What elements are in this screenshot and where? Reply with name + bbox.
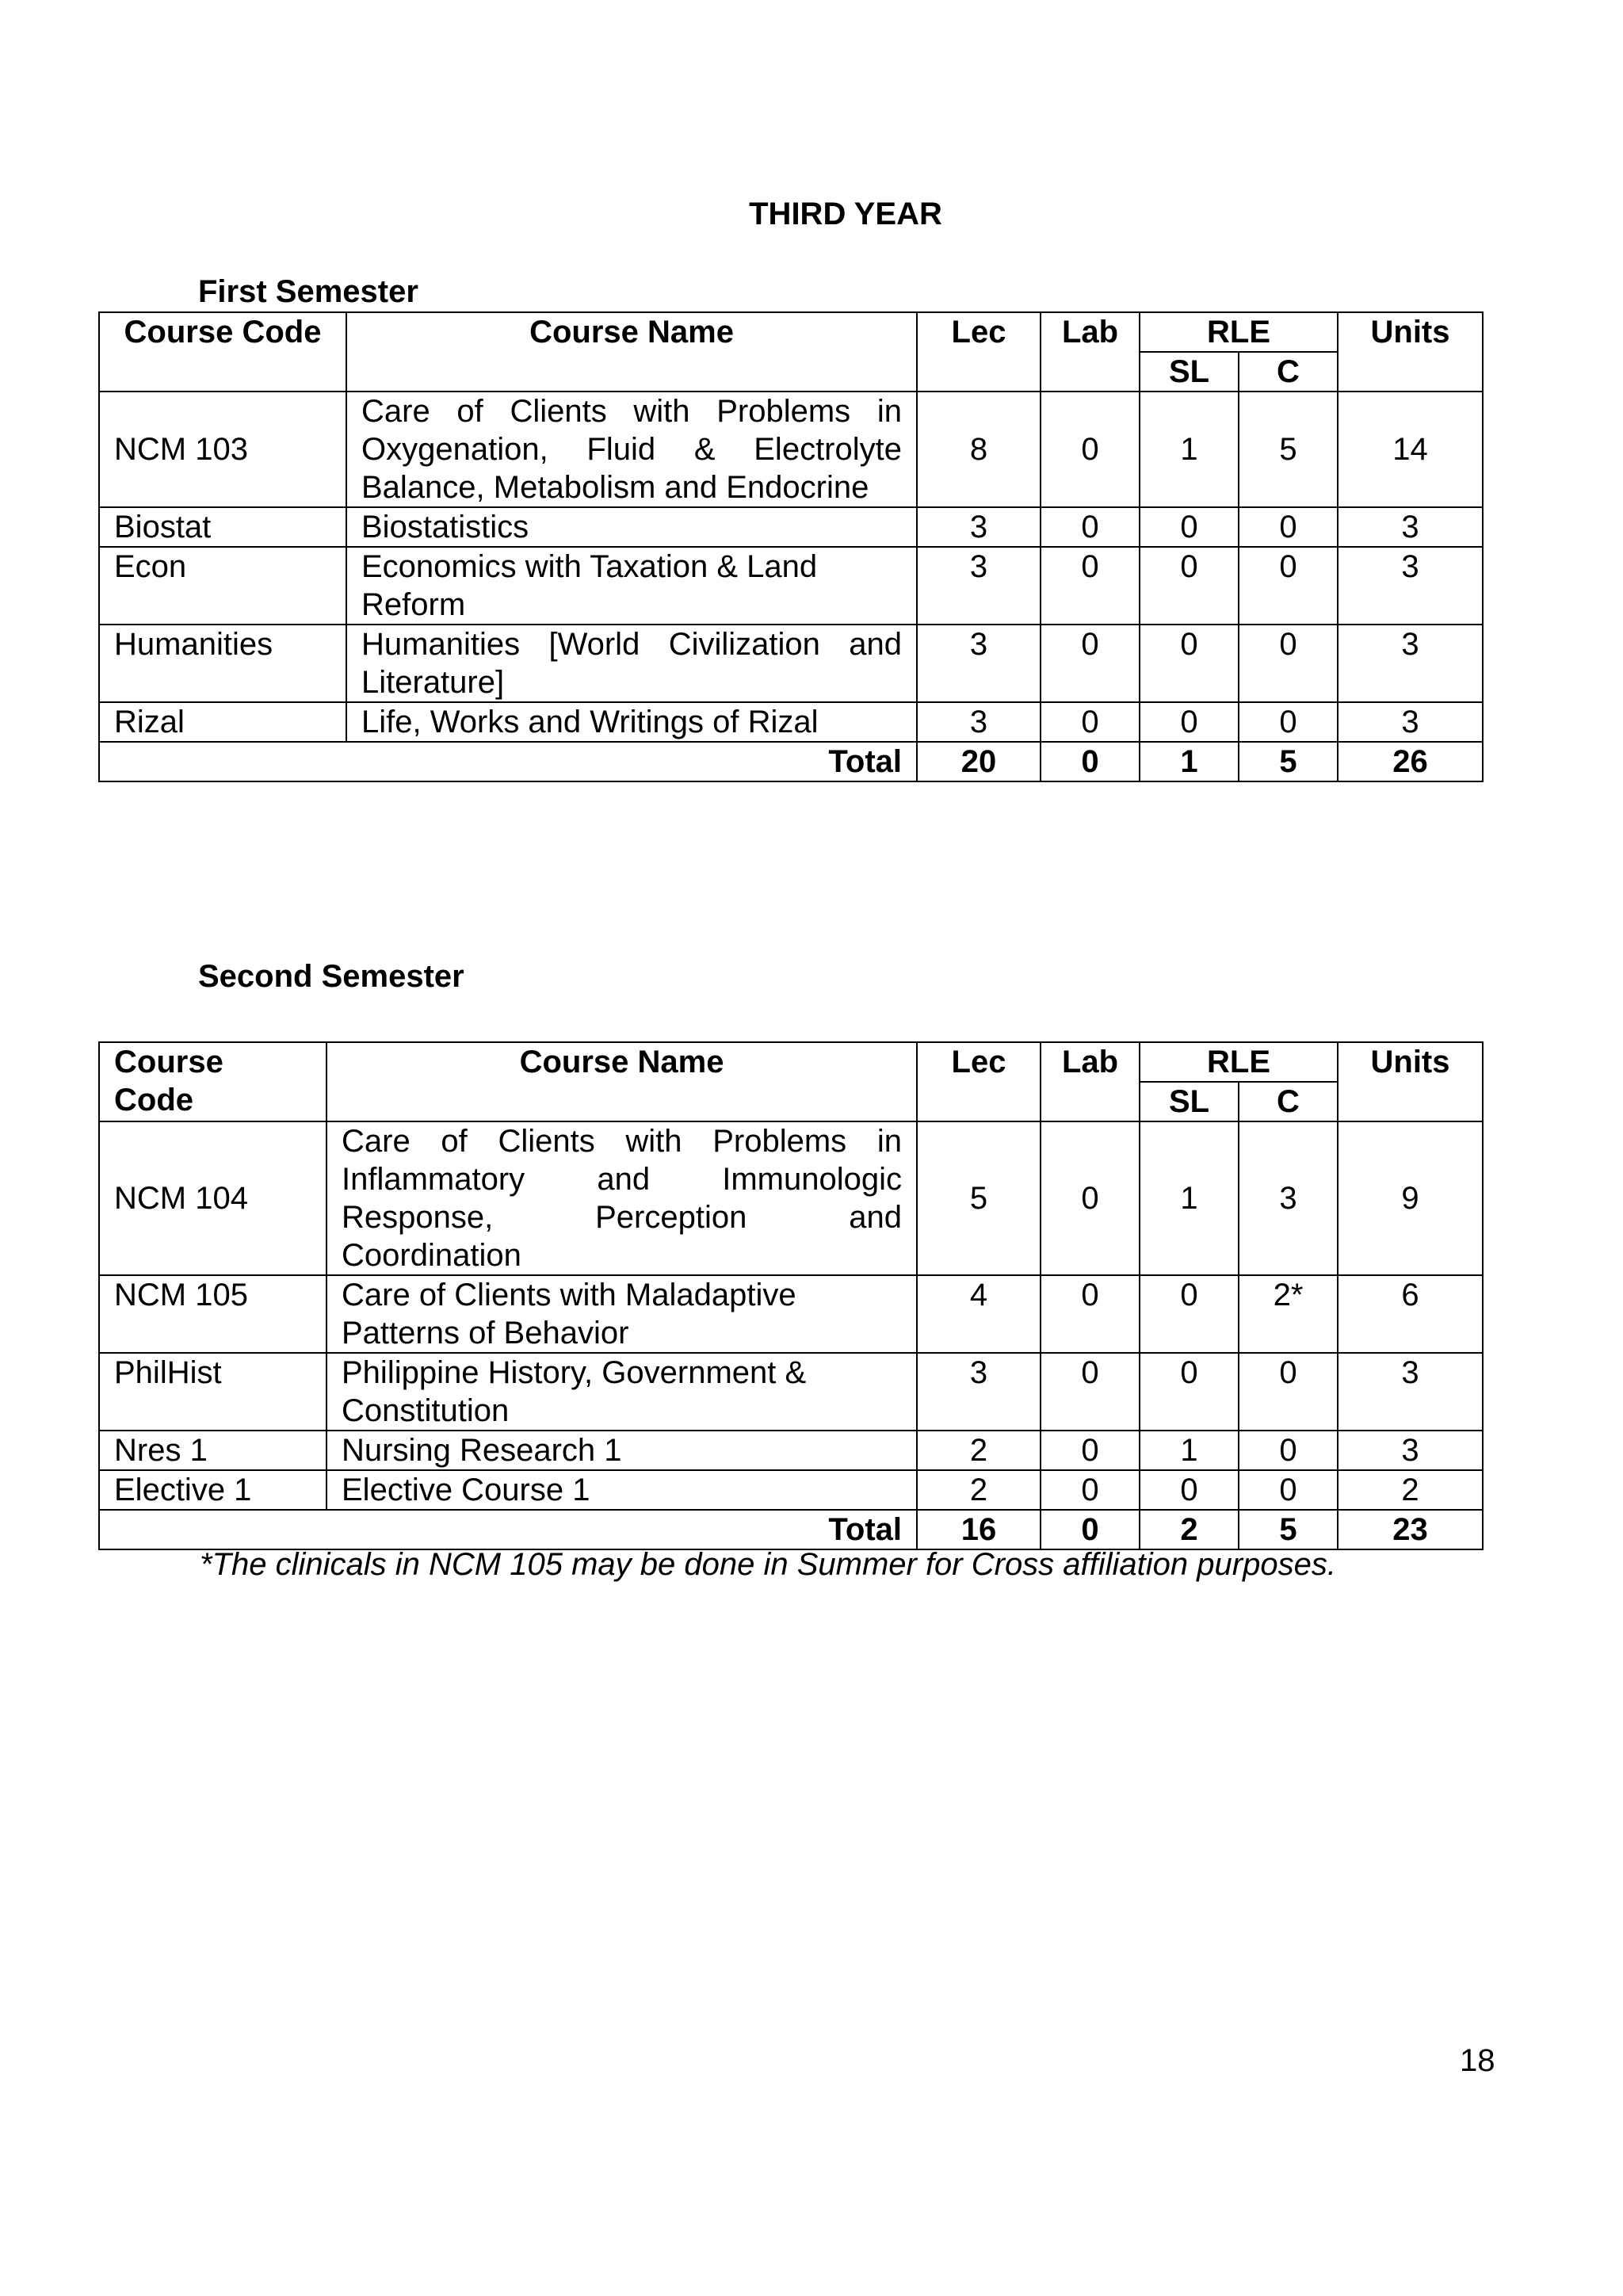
lab-cell: 0	[1041, 625, 1140, 702]
sl-cell: 0	[1140, 1353, 1239, 1431]
header-lab: Lab	[1041, 312, 1140, 392]
total-lab: 0	[1041, 742, 1140, 781]
table-row	[99, 1431, 1483, 1470]
course-name-cell: Life, Works and Writings of Rizal	[346, 702, 917, 742]
c-cell: 0	[1239, 507, 1338, 547]
sl-cell: 0	[1140, 1470, 1239, 1510]
c-cell: 0	[1239, 1470, 1338, 1510]
header-course-name: Course Name	[327, 1042, 917, 1121]
units-cell: 2	[1338, 1470, 1483, 1510]
header-lec: Lec	[917, 1042, 1041, 1121]
total-units: 26	[1338, 742, 1483, 781]
course-code-cell: NCM 104	[99, 1121, 327, 1275]
c-cell: 0	[1239, 1431, 1338, 1470]
table-row	[99, 1470, 1483, 1510]
course-name-cell: Economics with Taxation & Land Reform	[346, 547, 917, 625]
course-code-cell: Biostat	[99, 507, 346, 547]
page-title: THIRD YEAR	[749, 197, 942, 231]
lab-cell: 0	[1041, 1470, 1140, 1510]
sl-cell: 0	[1140, 625, 1239, 702]
lab-cell: 0	[1041, 1275, 1140, 1353]
header-sl: SL	[1140, 352, 1239, 392]
header-rle: RLE	[1140, 1042, 1338, 1082]
lec-cell: 3	[917, 1353, 1041, 1431]
lec-cell: 2	[917, 1431, 1041, 1470]
header-course-code: Course Code	[99, 312, 346, 392]
lec-cell: 3	[917, 507, 1041, 547]
total-row	[99, 1510, 1483, 1549]
table-row	[99, 547, 1483, 625]
course-code-cell: Nres 1	[99, 1431, 327, 1470]
table-row	[99, 507, 1483, 547]
table-row	[99, 702, 1483, 742]
lec-cell: 8	[917, 392, 1041, 507]
total-label: Total	[99, 1510, 917, 1549]
course-name-cell: Nursing Research 1	[327, 1431, 917, 1470]
header-lab: Lab	[1041, 1042, 1140, 1121]
lab-cell: 0	[1041, 1121, 1140, 1275]
second-semester-table	[98, 1041, 1484, 1550]
units-cell: 6	[1338, 1275, 1483, 1353]
sl-cell: 1	[1140, 1431, 1239, 1470]
lec-cell: 4	[917, 1275, 1041, 1353]
lec-cell: 3	[917, 547, 1041, 625]
sl-cell: 0	[1140, 702, 1239, 742]
course-name-cell: Biostatistics	[346, 507, 917, 547]
header-c: C	[1239, 352, 1338, 392]
total-label: Total	[99, 742, 917, 781]
header-lec: Lec	[917, 312, 1041, 392]
c-cell: 0	[1239, 702, 1338, 742]
total-c: 5	[1239, 742, 1338, 781]
header-units: Units	[1338, 1042, 1483, 1121]
units-cell: 3	[1338, 625, 1483, 702]
course-code-cell: Humanities	[99, 625, 346, 702]
second-semester-title: Second Semester	[198, 959, 464, 994]
c-cell: 5	[1239, 392, 1338, 507]
lab-cell: 0	[1041, 507, 1140, 547]
units-cell: 3	[1338, 1353, 1483, 1431]
units-cell: 3	[1338, 547, 1483, 625]
c-cell: 0	[1239, 547, 1338, 625]
sl-cell: 0	[1140, 507, 1239, 547]
course-code-cell: Rizal	[99, 702, 346, 742]
total-lec: 16	[917, 1510, 1041, 1549]
c-cell: 2*	[1239, 1275, 1338, 1353]
units-cell: 3	[1338, 1431, 1483, 1470]
lec-cell: 3	[917, 625, 1041, 702]
course-code-cell: Econ	[99, 547, 346, 625]
lab-cell: 0	[1041, 1353, 1140, 1431]
course-name-cell: Humanities [World Civilization and Literature]	[346, 625, 917, 702]
header-course-code: Course Code	[99, 1042, 327, 1121]
units-cell: 3	[1338, 507, 1483, 547]
total-lec: 20	[917, 742, 1041, 781]
course-code-cell: NCM 103	[99, 392, 346, 507]
footnote: *The clinicals in NCM 105 may be done in Summer for Cross affiliation purposes.	[200, 1547, 1336, 1582]
sl-cell: 0	[1140, 547, 1239, 625]
units-cell: 14	[1338, 392, 1483, 507]
sl-cell: 1	[1140, 1121, 1239, 1275]
page-number: 18	[1460, 2043, 1495, 2078]
lab-cell: 0	[1041, 702, 1140, 742]
c-cell: 3	[1239, 1121, 1338, 1275]
total-row	[99, 742, 1483, 781]
header-sl: SL	[1140, 1082, 1239, 1121]
lec-cell: 5	[917, 1121, 1041, 1275]
course-name-cell: Care of Clients with Maladaptive Patterns of Behavior	[327, 1275, 917, 1353]
c-cell: 0	[1239, 1353, 1338, 1431]
table-row	[99, 1121, 1483, 1275]
course-name-cell: Elective Course 1	[327, 1470, 917, 1510]
sl-cell: 0	[1140, 1275, 1239, 1353]
c-cell: 0	[1239, 625, 1338, 702]
total-units: 23	[1338, 1510, 1483, 1549]
total-sl: 1	[1140, 742, 1239, 781]
header-rle: RLE	[1140, 312, 1338, 352]
total-sl: 2	[1140, 1510, 1239, 1549]
course-code-cell: Elective 1	[99, 1470, 327, 1510]
total-c: 5	[1239, 1510, 1338, 1549]
units-cell: 3	[1338, 702, 1483, 742]
first-semester-title: First Semester	[198, 274, 418, 309]
course-name-cell: Philippine History, Government & Constitution	[327, 1353, 917, 1431]
first-semester-table	[98, 311, 1484, 782]
table-row	[99, 1353, 1483, 1431]
total-lab: 0	[1041, 1510, 1140, 1549]
course-name-cell: Care of Clients with Problems in Inflammatory and Immunologic Response, Perception and Coordination	[327, 1121, 917, 1275]
lab-cell: 0	[1041, 392, 1140, 507]
table-row	[99, 625, 1483, 702]
lab-cell: 0	[1041, 1431, 1140, 1470]
lec-cell: 3	[917, 702, 1041, 742]
table-row	[99, 1275, 1483, 1353]
sl-cell: 1	[1140, 392, 1239, 507]
course-code-cell: PhilHist	[99, 1353, 327, 1431]
table-row	[99, 392, 1483, 507]
course-code-cell: NCM 105	[99, 1275, 327, 1353]
units-cell: 9	[1338, 1121, 1483, 1275]
lab-cell: 0	[1041, 547, 1140, 625]
header-units: Units	[1338, 312, 1483, 392]
header-c: C	[1239, 1082, 1338, 1121]
course-name-cell: Care of Clients with Problems in Oxygenation, Fluid & Electrolyte Balance, Metabolism and Endocrine	[346, 392, 917, 507]
header-course-name: Course Name	[346, 312, 917, 392]
lec-cell: 2	[917, 1470, 1041, 1510]
